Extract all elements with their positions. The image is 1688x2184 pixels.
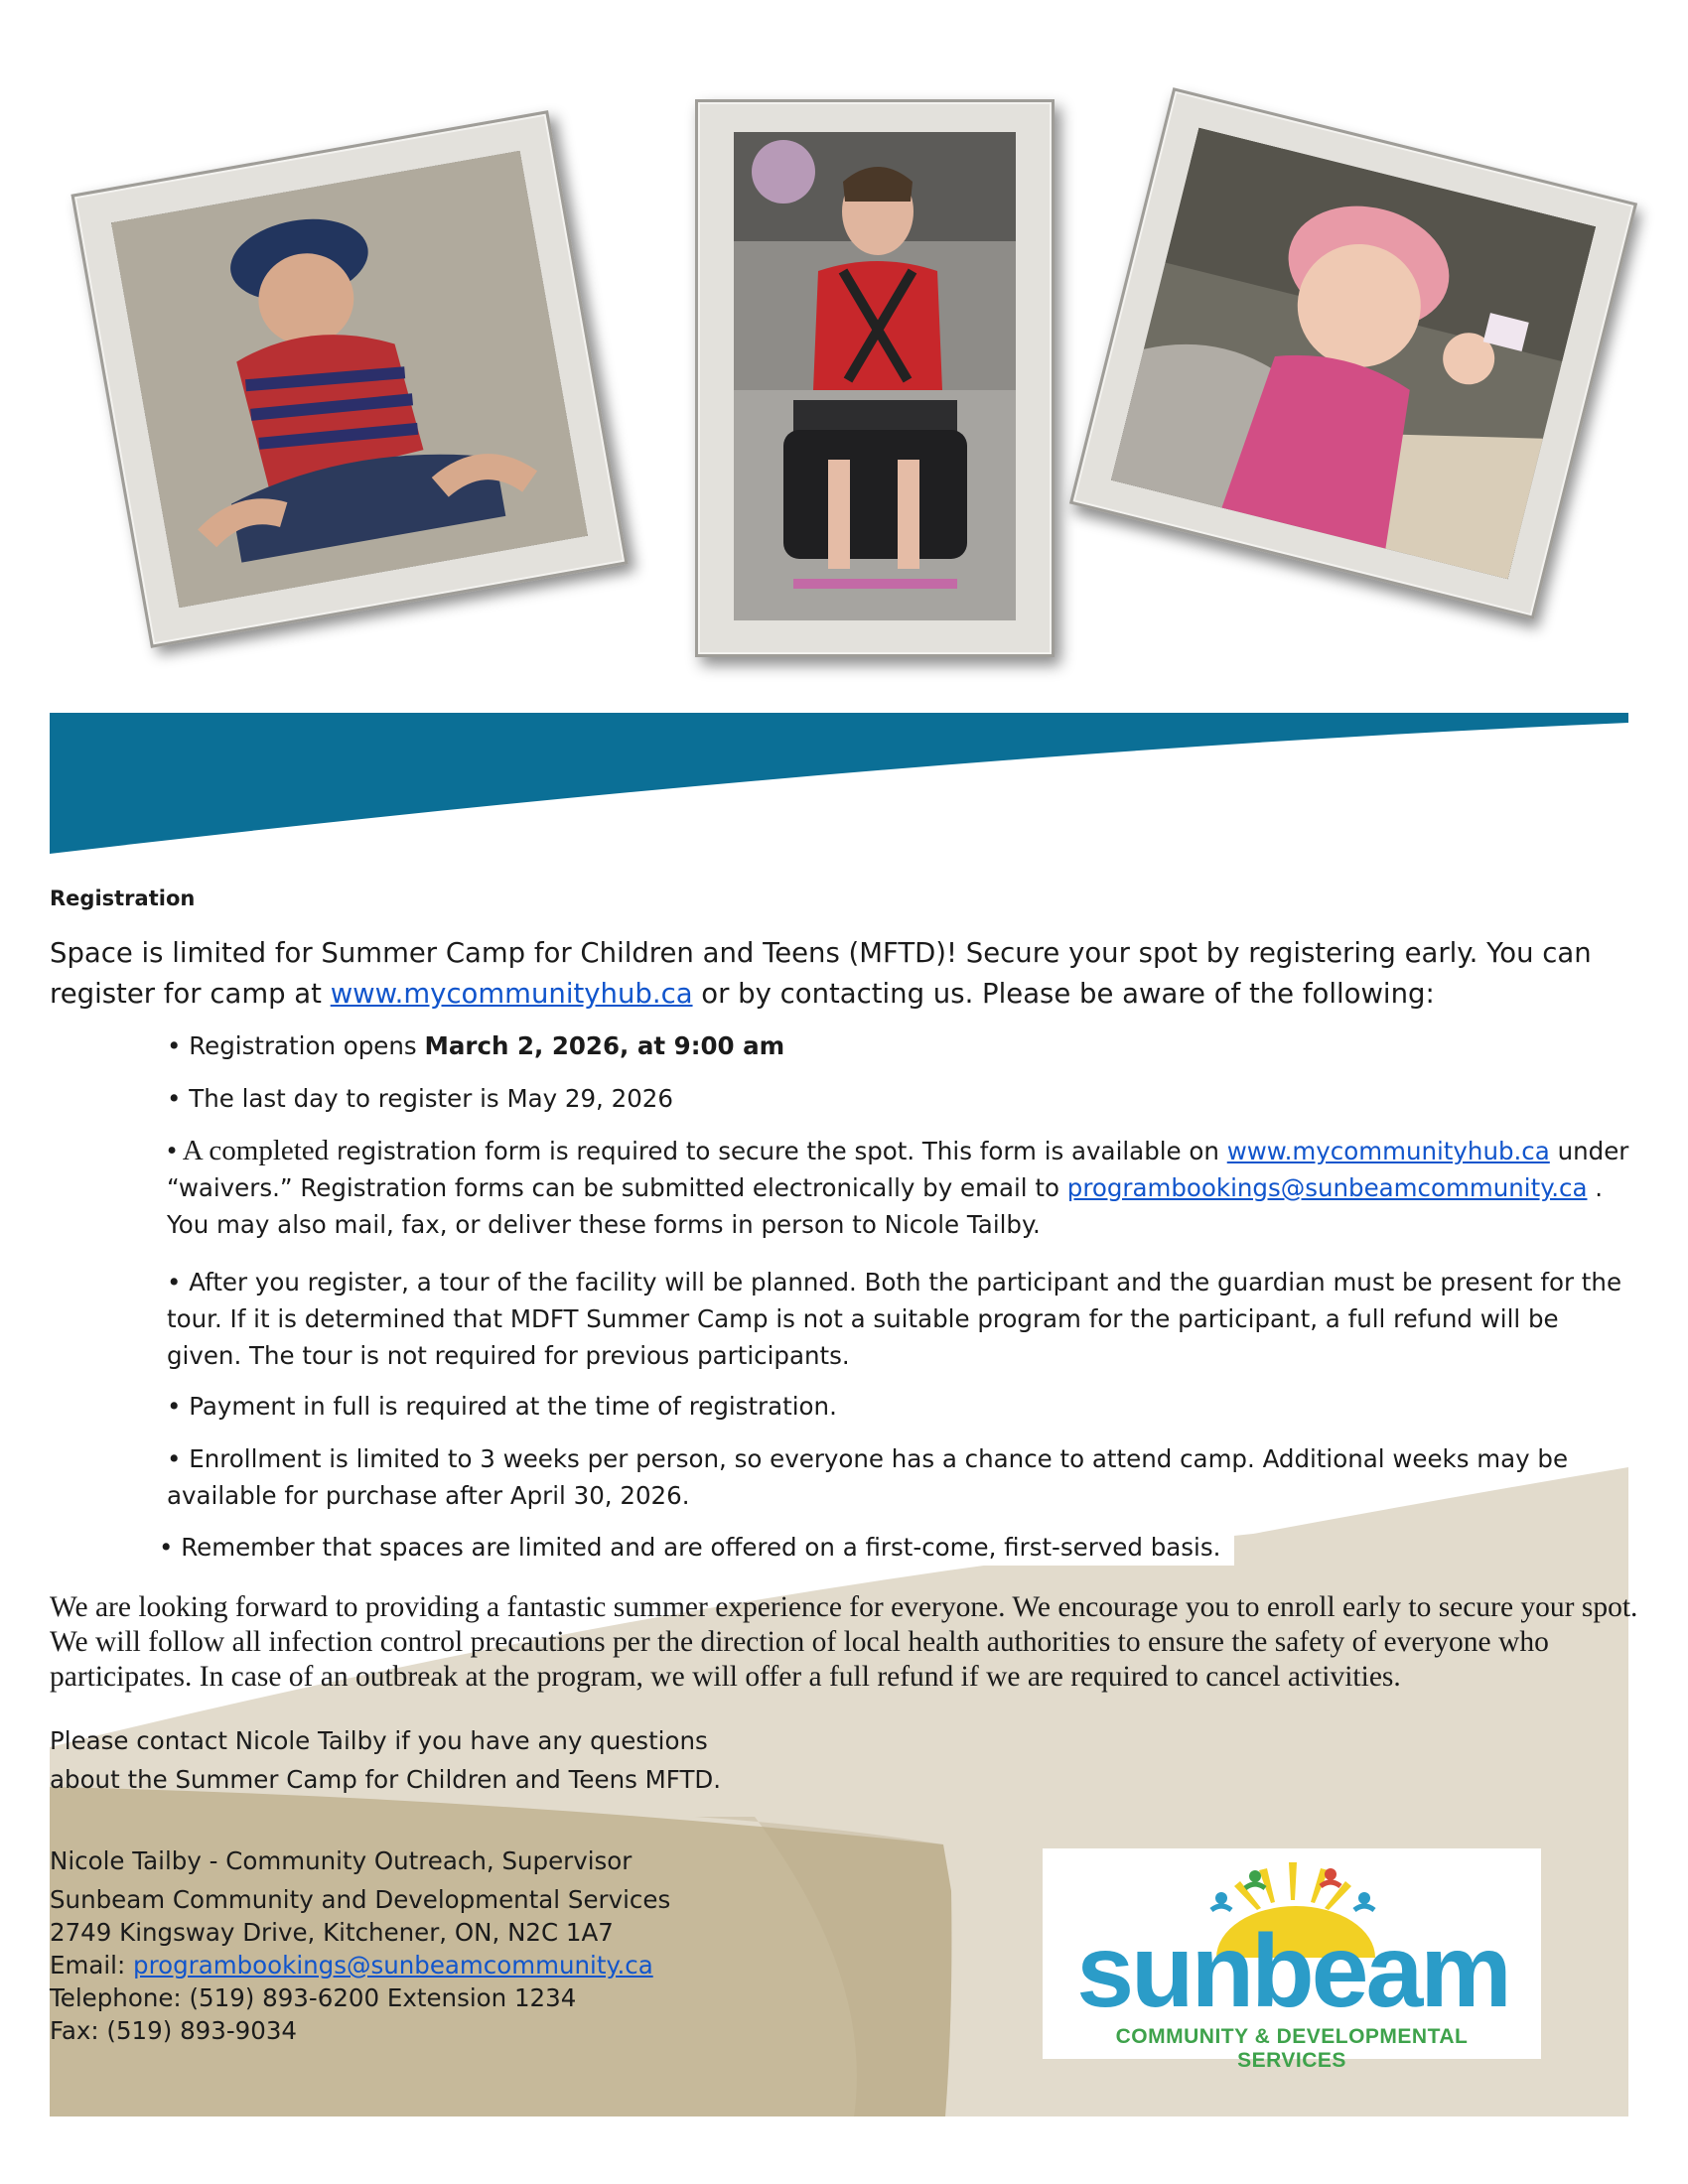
bullet-text: • Registration opens bbox=[167, 1031, 425, 1060]
contact-note bbox=[50, 1721, 804, 1799]
registration-open-date: March 2, 2026, at 9:00 am bbox=[424, 1031, 785, 1060]
registration-heading: Registration bbox=[50, 887, 196, 910]
bullet-enrollment-limit: • Enrollment is limited to 3 weeks per person, so everyone has a chance to attend camp. Additional weeks may be available for purchase after April 30, 2026. bbox=[167, 1444, 1569, 1510]
contact-fax: Fax: (519) 893-9034 bbox=[50, 2016, 298, 2045]
intro-text-2: or by contacting us. Please be aware of the following: bbox=[692, 978, 1435, 1010]
bullet-lead: • A completed bbox=[167, 1135, 330, 1166]
photo-child-wheelchair bbox=[734, 132, 1016, 620]
logo-tagline: COMMUNITY & DEVELOPMENTAL SERVICES bbox=[1115, 2025, 1469, 2072]
bullet-text: . You may also mail, fax, or deliver these forms in person to Nicole Tailby. bbox=[167, 1173, 1604, 1239]
contact-telephone: Telephone: (519) 893-6200 Extension 1234 bbox=[50, 1983, 577, 2012]
closing-paragraph: We are looking forward to providing a fantastic summer experience for everyone. We encourage you to enroll early to secure your spot. We will follow all infection control precautions per the direction of local health authorities to ensure the safety of everyone who participates. In case of an outbreak at the program, we will offer a full refund if we are required to cancel activities. bbox=[50, 1591, 1638, 1693]
contact-email-link[interactable]: programbookings@sunbeamcommunity.ca bbox=[133, 1951, 653, 1979]
contact-note-line-1: Please contact Nicole Tailby if you have any questions bbox=[50, 1726, 708, 1755]
registration-intro bbox=[50, 933, 1638, 1015]
contact-details bbox=[50, 1844, 844, 2047]
bullet-facility-tour: • After you register, a tour of the facility will be planned. Both the participant and the guardian must be present for the tour. If it is determined that MDFT Summer Camp is not a suitable program for the participant, a full refund will be given. The tour is not required for previous participants. bbox=[167, 1268, 1622, 1370]
intro-text-1: Space is limited for Summer Camp for Children and Teens (MFTD)! Secure your spot by registering early. You can register for camp at bbox=[50, 937, 1592, 1010]
program-bookings-email-link[interactable]: programbookings@sunbeamcommunity.ca bbox=[1066, 1173, 1588, 1202]
contact-note-line-2: about the Summer Camp for Children and Teens MFTD. bbox=[50, 1765, 722, 1794]
bullet-spaces-limited: • Remember that spaces are limited and are offered on a first-come, first-served basis. bbox=[159, 1529, 1234, 1566]
photo-child-sandbox bbox=[111, 151, 588, 609]
photo-frame-sandbox bbox=[70, 110, 628, 648]
bullet-registration-form bbox=[167, 1133, 1634, 1243]
community-hub-link-2[interactable]: www.mycommunityhub.ca bbox=[1226, 1137, 1550, 1165]
logo-wordmark: sunbeam bbox=[1076, 1914, 1509, 2029]
contact-email-row bbox=[50, 1949, 844, 1981]
contact-organization: Sunbeam Community and Developmental Services bbox=[50, 1885, 671, 1914]
photo-frame-wheelchair bbox=[695, 99, 1055, 657]
contact-name-title: Nicole Tailby - Community Outreach, Supervisor bbox=[50, 1846, 633, 1875]
contact-address: 2749 Kingsway Drive, Kitchener, ON, N2C 1A7 bbox=[50, 1918, 614, 1947]
bullet-payment: • Payment in full is required at the time of registration. bbox=[167, 1392, 837, 1421]
email-label: Email: bbox=[50, 1951, 134, 1979]
bullet-last-day: • The last day to register is May 29, 2026 bbox=[167, 1084, 673, 1113]
bullet-text: registration form is required to secure the spot. This form is available on bbox=[329, 1137, 1227, 1165]
blue-banner bbox=[50, 713, 1628, 854]
photo-child-painting bbox=[1111, 128, 1596, 580]
community-hub-link[interactable]: www.mycommunityhub.ca bbox=[330, 978, 693, 1010]
sunbeam-logo bbox=[1043, 1848, 1541, 2072]
bullet-registration-opens bbox=[167, 1027, 1634, 1064]
bullet-text: under “waivers.” Registration forms can be submitted electronically by email to bbox=[167, 1137, 1629, 1202]
